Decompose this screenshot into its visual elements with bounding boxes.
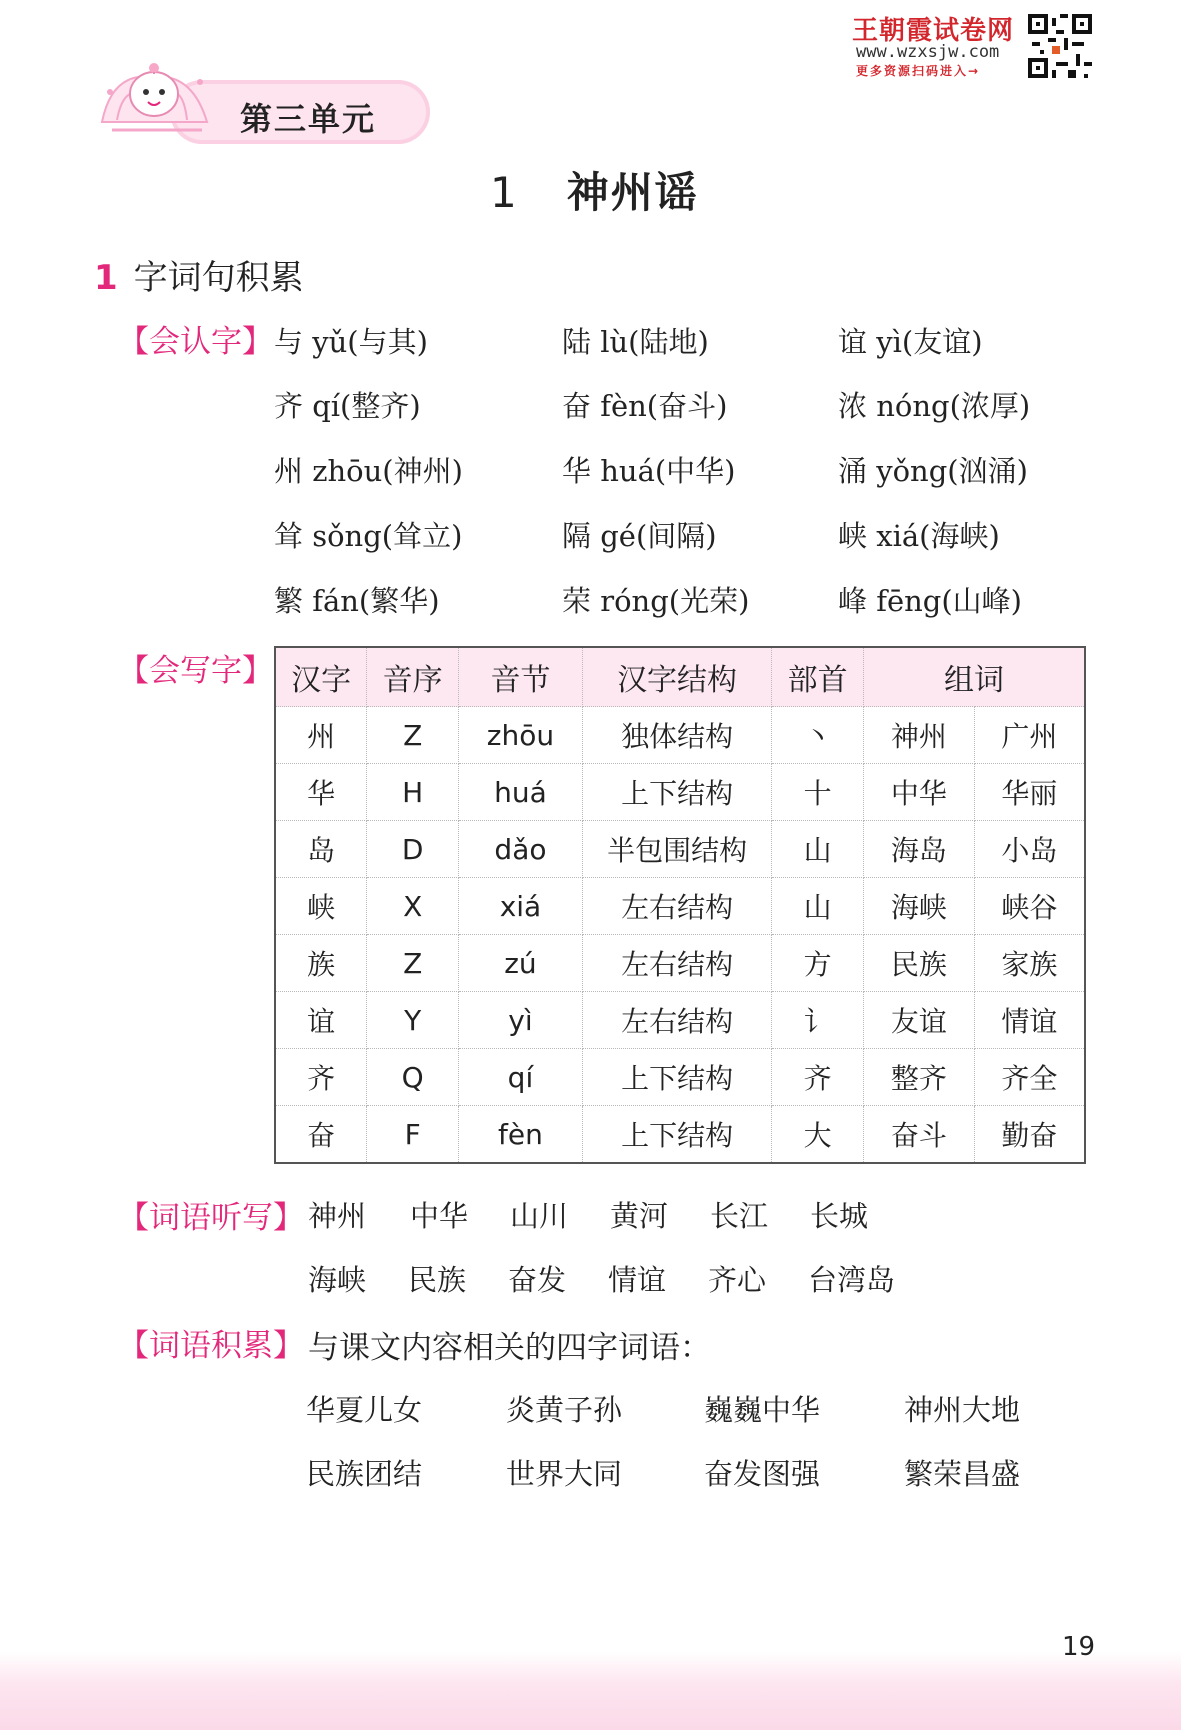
idiom: 世界大同 (506, 1457, 623, 1491)
table-cell: fèn (459, 1106, 583, 1164)
table-row (275, 1106, 1085, 1164)
idiom: 民族团结 (306, 1457, 423, 1491)
dictation-word: 台湾岛 (808, 1263, 896, 1297)
table-row (275, 992, 1085, 1049)
lesson-title (490, 160, 699, 220)
header-cell: 音节 (459, 647, 583, 707)
qr-code-icon (1028, 14, 1092, 78)
header-cell: 组词 (864, 647, 1085, 707)
recognize-item: 陆 lù(陆地) (562, 325, 709, 359)
lesson-name: 神州谣 (566, 168, 699, 217)
table-cell: 家族 (974, 935, 1085, 992)
dictation-word: 长江 (710, 1199, 769, 1233)
table-row (275, 707, 1085, 764)
idiom: 神州大地 (904, 1393, 1021, 1427)
table-cell: 勤奋 (974, 1106, 1085, 1164)
accumulate-intro: 与课文内容相关的四字词语： (308, 1330, 711, 1366)
recognize-item: 浓 nóng(浓厚) (838, 389, 1031, 423)
table-cell: 大 (772, 1106, 864, 1164)
unit-title: 第三单元 (240, 100, 377, 138)
table-cell: 丶 (772, 707, 864, 764)
accumulate-tag: 【词语积累】 (118, 1328, 304, 1364)
table-cell: 峡 (275, 878, 367, 935)
recognize-item: 谊 yì(友谊) (838, 325, 983, 359)
recognize-item: 奋 fèn(奋斗) (562, 389, 728, 423)
header-cell: 部首 (772, 647, 864, 707)
recognize-item: 耸 sǒng(耸立) (274, 519, 463, 553)
watermark-title: 王朝霞试卷网 (852, 16, 1015, 46)
section-number: 1 (94, 258, 118, 298)
recognize-item: 繁 fán(繁华) (274, 584, 440, 618)
dictation-word: 中华 (410, 1199, 469, 1233)
write-tag: 【会写字】 (118, 653, 273, 689)
recognize-item: 与 yǔ(与其) (274, 325, 428, 359)
recognize-item: 华 huá(中华) (562, 454, 736, 488)
mascot-icon (92, 52, 222, 152)
dictation-word: 黄河 (610, 1199, 669, 1233)
header-cell: 汉字 (275, 647, 367, 707)
table-row (275, 1049, 1085, 1106)
recognize-item: 涌 yǒng(汹涌) (838, 454, 1028, 488)
table-cell: 左右结构 (582, 878, 771, 935)
table-cell: 峡谷 (974, 878, 1085, 935)
header-cell: 音序 (367, 647, 459, 707)
table-cell: xiá (459, 878, 583, 935)
table-cell: 方 (772, 935, 864, 992)
table-cell: 族 (275, 935, 367, 992)
write-table (274, 646, 1086, 1164)
table-cell: yì (459, 992, 583, 1049)
section-title: 字词句积累 (133, 258, 304, 298)
table-cell: 奋斗 (864, 1106, 975, 1164)
dictation-word: 情谊 (608, 1263, 667, 1297)
table-cell: 华丽 (974, 764, 1085, 821)
table-row (275, 764, 1085, 821)
table-cell: 情谊 (974, 992, 1085, 1049)
dictation-word: 海峡 (308, 1263, 367, 1297)
idiom: 巍巍中华 (704, 1393, 821, 1427)
table-cell: H (367, 764, 459, 821)
table-cell: 上下结构 (582, 1106, 771, 1164)
table-cell: Q (367, 1049, 459, 1106)
table-cell: 神州 (864, 707, 975, 764)
table-cell: Z (367, 935, 459, 992)
table-cell: zhōu (459, 707, 583, 764)
table-cell: 州 (275, 707, 367, 764)
table-cell: 奋 (275, 1106, 367, 1164)
table-cell: 山 (772, 821, 864, 878)
watermark-note: 更多资源扫码进入→ (856, 64, 981, 78)
idiom: 繁荣昌盛 (904, 1457, 1021, 1491)
recognize-tag: 【会认字】 (118, 324, 273, 360)
dictation-word: 长城 (810, 1199, 869, 1233)
table-cell: 谊 (275, 992, 367, 1049)
table-cell: 齐 (772, 1049, 864, 1106)
table-cell: dǎo (459, 821, 583, 878)
footer-band (0, 1652, 1181, 1730)
table-cell: 友谊 (864, 992, 975, 1049)
recognize-item: 齐 qí(整齐) (274, 389, 421, 423)
table-cell: 岛 (275, 821, 367, 878)
page-number: 19 (1062, 1632, 1096, 1662)
table-cell: X (367, 878, 459, 935)
recognize-item: 州 zhōu(神州) (274, 454, 463, 488)
idiom: 炎黄子孙 (506, 1393, 623, 1427)
table-cell: 上下结构 (582, 764, 771, 821)
watermark-url: www.wzxsjw.com (856, 42, 1000, 62)
table-cell: F (367, 1106, 459, 1164)
recognize-item: 荣 róng(光荣) (562, 584, 750, 618)
table-cell: 广州 (974, 707, 1085, 764)
table-cell: 海岛 (864, 821, 975, 878)
table-cell: zú (459, 935, 583, 992)
dictation-word: 齐心 (708, 1263, 767, 1297)
dictation-word: 奋发 (508, 1263, 567, 1297)
table-cell: 左右结构 (582, 992, 771, 1049)
table-cell: 整齐 (864, 1049, 975, 1106)
table-cell: 齐全 (974, 1049, 1085, 1106)
table-cell: 半包围结构 (582, 821, 771, 878)
table-row (275, 935, 1085, 992)
section-heading (94, 250, 304, 299)
dictation-word: 山川 (510, 1199, 569, 1233)
table-cell: 山 (772, 878, 864, 935)
table-cell: 小岛 (974, 821, 1085, 878)
dictation-tag: 【词语听写】 (118, 1200, 304, 1236)
table-cell: 左右结构 (582, 935, 771, 992)
table-cell: 上下结构 (582, 1049, 771, 1106)
table-header-row (275, 647, 1085, 707)
dictation-word: 神州 (308, 1199, 367, 1233)
recognize-item: 峡 xiá(海峡) (838, 519, 1000, 553)
table-cell: 独体结构 (582, 707, 771, 764)
table-cell: 十 (772, 764, 864, 821)
table-cell: D (367, 821, 459, 878)
idiom: 奋发图强 (704, 1457, 821, 1491)
recognize-item: 隔 gé(间隔) (562, 519, 717, 553)
table-cell: qí (459, 1049, 583, 1106)
table-row (275, 878, 1085, 935)
table-cell: 华 (275, 764, 367, 821)
dictation-word: 民族 (408, 1263, 467, 1297)
table-cell: 齐 (275, 1049, 367, 1106)
table-cell: Z (367, 707, 459, 764)
table-cell: Y (367, 992, 459, 1049)
table-row (275, 821, 1085, 878)
table-cell: huá (459, 764, 583, 821)
table-cell: 讠 (772, 992, 864, 1049)
table-cell: 海峡 (864, 878, 975, 935)
header-cell: 汉字结构 (582, 647, 771, 707)
lesson-number: 1 (490, 168, 519, 217)
table-cell: 民族 (864, 935, 975, 992)
idiom: 华夏儿女 (306, 1393, 423, 1427)
recognize-item: 峰 fēng(山峰) (838, 584, 1022, 618)
table-cell: 中华 (864, 764, 975, 821)
